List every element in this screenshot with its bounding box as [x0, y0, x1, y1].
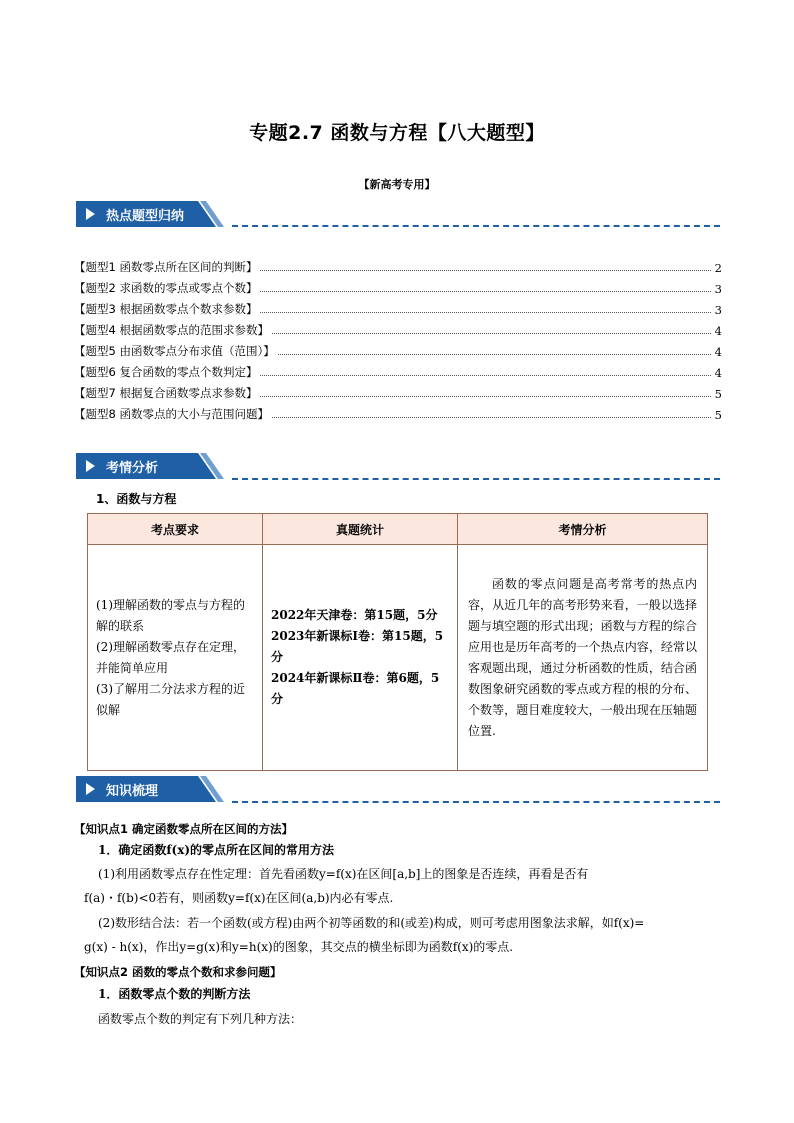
stat-item: 2023年新课标I卷：第15题，5分: [271, 629, 444, 664]
table-of-contents: [74, 254, 722, 422]
exam-analysis-table: [87, 513, 708, 771]
toc-title: 【题型1 函数零点所在区间的判断】: [74, 260, 258, 274]
dashed-divider: [232, 801, 720, 803]
stat-item: 2024年新课标Ⅱ卷：第6题，5分: [271, 671, 440, 706]
page-title: 专题2.7 函数与方程【八大题型】: [249, 122, 545, 144]
toc-leader-dots: [260, 375, 711, 376]
banner-label: 考情分析: [106, 461, 159, 476]
toc-leader-dots: [260, 270, 711, 271]
toc-title: 【题型6 复合函数的零点个数判定】: [74, 365, 258, 379]
play-arrow-icon: [86, 783, 95, 795]
table-row: [88, 545, 708, 771]
subheading: 1．确定函数f(x)的零点所在区间的常用方法: [98, 843, 335, 857]
toc-row[interactable]: [74, 380, 722, 401]
requirements-cell: [88, 545, 263, 771]
dashed-divider: [232, 478, 720, 480]
requirement-item: (3)了解用二分法求方程的近似解: [96, 681, 245, 717]
toc-title: 【题型3 根据函数零点个数求参数】: [74, 302, 258, 316]
toc-row[interactable]: [74, 359, 722, 380]
toc-leader-dots: [272, 417, 711, 418]
toc-title: 【题型8 函数零点的大小与范围问题】: [74, 407, 269, 421]
toc-leader-dots: [260, 312, 711, 313]
requirement-item: (1)理解函数的零点与方程的解的联系: [96, 597, 245, 633]
analysis-cell: 函数的零点问题是高考常考的热点内容，从近几年的高考形势来看，一般以选择题与填空题的形式出现；函数与方程的综合应用也是历年高考的一个热点内容，经常以客观题出现，通过分析函数的性质，结合函数图象研究函数的零点或方程的根的分布、个数等，题目难度较大，一般出现在压轴题位置.: [458, 545, 708, 771]
toc-leader-dots: [278, 354, 711, 355]
section-banner-knowledge: [76, 776, 226, 802]
toc-title: 【题型2 求函数的零点或零点个数】: [74, 281, 258, 295]
dashed-divider: [232, 225, 720, 227]
toc-row[interactable]: [74, 275, 722, 296]
toc-page-number: 4: [714, 324, 722, 338]
requirement-item: (2)理解函数零点存在定理，并能简单应用: [96, 639, 245, 675]
knowledge-point-heading: 【知识点1 确定函数零点所在区间的方法】: [74, 822, 294, 836]
subheading: 1．函数零点个数的判断方法: [98, 987, 251, 1001]
banner-label: 知识梳理: [106, 784, 159, 799]
page-subtitle: 【新高考专用】: [358, 178, 436, 191]
play-arrow-icon: [86, 460, 95, 472]
toc-page-number: 4: [714, 345, 722, 359]
table-header-cell: 真题统计: [263, 514, 458, 545]
toc-page-number: 3: [714, 303, 722, 317]
toc-leader-dots: [260, 291, 711, 292]
toc-row[interactable]: [74, 296, 722, 317]
table-header-cell: 考情分析: [458, 514, 708, 545]
toc-title: 【题型5 由函数零点分布求值（范围）】: [74, 344, 275, 358]
section-banner-exam: [76, 453, 226, 479]
toc-leader-dots: [272, 333, 711, 334]
paragraph-line: (1)利用函数零点存在性定理：首先看函数y=f(x)在区间[a,b]上的图象是否连续，再看是否有: [98, 867, 589, 881]
toc-page-number: 5: [714, 387, 722, 401]
section-banner-hot: [76, 201, 226, 227]
toc-page-number: 2: [714, 261, 722, 275]
table-header-cell: 考点要求: [88, 514, 263, 545]
toc-title: 【题型7 根据复合函数零点求参数】: [74, 386, 258, 400]
banner-label: 热点题型归纳: [106, 209, 185, 224]
paragraph-line: (2)数形结合法：若一个函数(或方程)由两个初等函数的和(或差)构成，则可考虑用图象法求解，如f(x)=: [98, 916, 645, 930]
toc-row[interactable]: [74, 401, 722, 422]
toc-page-number: 3: [714, 282, 722, 296]
play-arrow-icon: [86, 208, 95, 220]
toc-leader-dots: [260, 396, 711, 397]
toc-page-number: 4: [714, 366, 722, 380]
toc-row[interactable]: [74, 338, 722, 359]
stats-cell: [263, 545, 458, 771]
paragraph-line: f(a)・f(b)<0若有，则函数y=f(x)在区间(a,b)内必有零点.: [84, 891, 394, 905]
paragraph-line: g(x) - h(x)，作出y=g(x)和y=h(x)的图象，其交点的横坐标即为函数f(x)的零点.: [84, 940, 514, 954]
toc-page-number: 5: [714, 408, 722, 422]
toc-title: 【题型4 根据函数零点的范围求参数】: [74, 323, 269, 337]
table-header-row: [88, 514, 708, 545]
stat-item: 2022年天津卷：第15题，5分: [271, 608, 438, 622]
knowledge-point-heading: 【知识点2 函数的零点个数和求参问题】: [74, 965, 282, 979]
toc-row[interactable]: [74, 254, 722, 275]
section-heading: 1、函数与方程: [96, 492, 177, 506]
toc-row[interactable]: [74, 317, 722, 338]
paragraph-line: 函数零点个数的判定有下列几种方法：: [98, 1012, 303, 1026]
